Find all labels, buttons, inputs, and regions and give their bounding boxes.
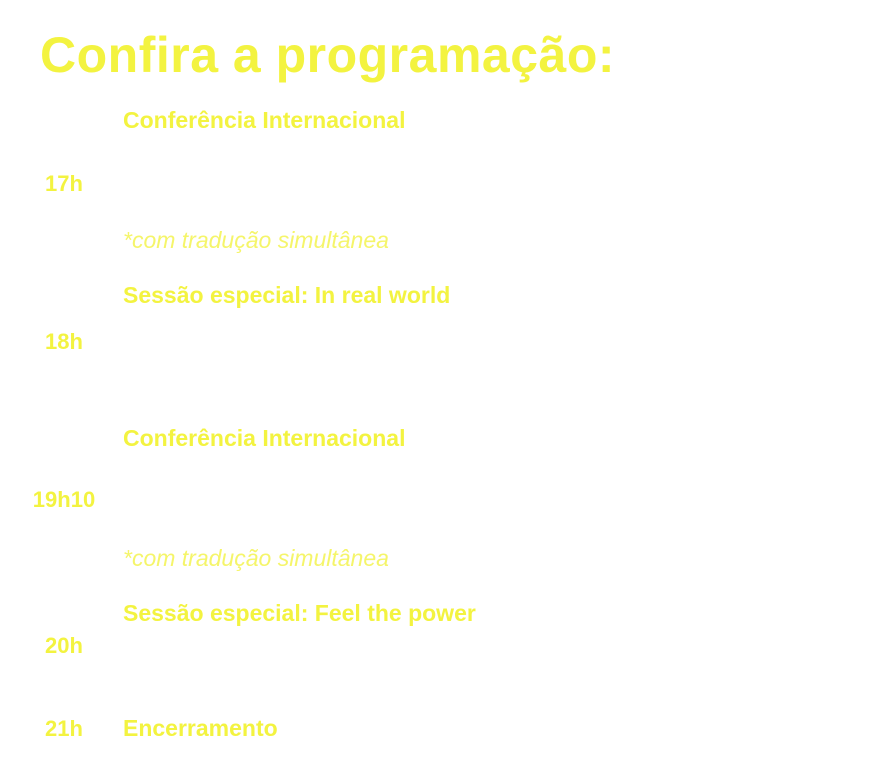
- schedule-event-21h: Encerramento: [123, 715, 278, 741]
- schedule-time-20h: 20h: [45, 633, 83, 658]
- schedule-note-17h: *com tradução simultânea: [123, 227, 389, 253]
- page-title: Confira a programação:: [40, 27, 616, 83]
- schedule-time-18h: 18h: [45, 329, 83, 354]
- schedule-event-17h: Conferência Internacional: [123, 107, 406, 133]
- schedule-event-18h: Sessão especial: In real world: [123, 282, 451, 308]
- schedule-time-19h10: 19h10: [32, 487, 96, 512]
- schedule-note-19h10: *com tradução simultânea: [123, 545, 389, 571]
- schedule-time-17h: 17h: [45, 171, 83, 196]
- schedule-time-21h: 21h: [45, 716, 83, 741]
- schedule-event-19h10: Conferência Internacional: [123, 425, 406, 451]
- schedule-event-20h: Sessão especial: Feel the power: [123, 600, 476, 626]
